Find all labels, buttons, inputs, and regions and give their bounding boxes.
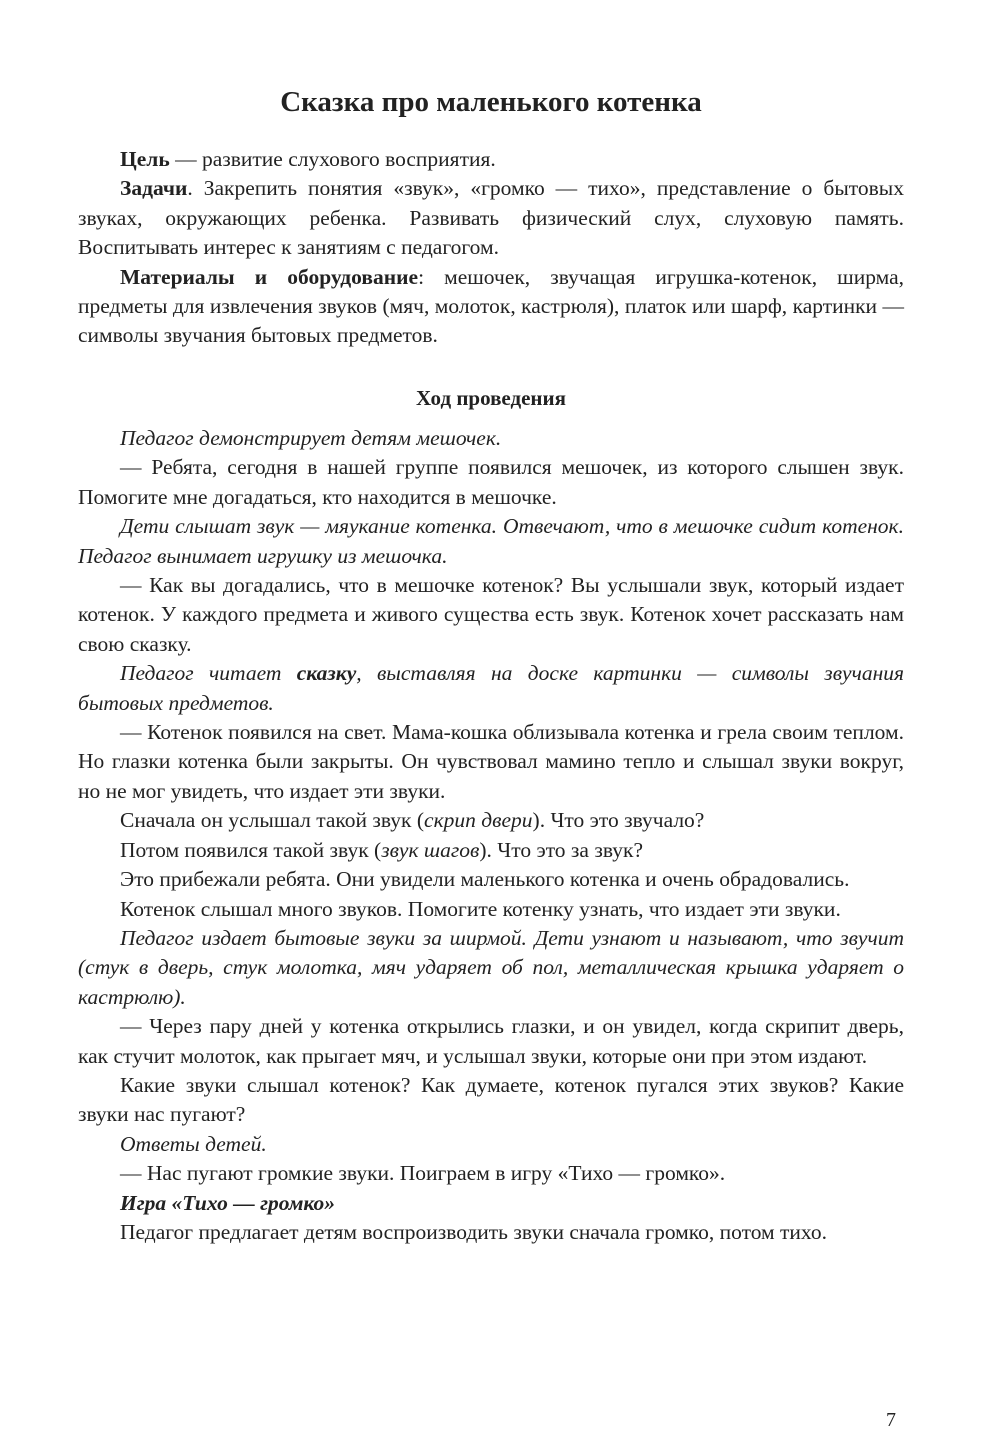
tasks-text: . Закрепить понятия «звук», «громко — тихо», представление о бытовых звуках, окружающих ребенка. Развивать физический слух, слуховую память. Воспитывать интерес к занятиям с педагогом. — [78, 176, 904, 260]
paragraph-5 — [78, 659, 904, 718]
paragraph-3: Дети слышат звук — мяукание котенка. Отвечают, что в мешочке сидит котенок. Педагог вынимает игрушку из мешочка. — [78, 514, 904, 568]
goal-text: — развитие слухового восприятия. — [169, 147, 496, 171]
goal-label: Цель — [120, 147, 170, 171]
materials-paragraph — [78, 263, 904, 351]
paragraph-7-part-c: ). Что это звучало? — [532, 808, 705, 833]
paragraph-8-part-a: Потом появился такой звук ( — [120, 837, 382, 862]
paragraph-11: Педагог издает бытовые звуки за ширмой. Дети узнают и называют, что звучит (стук в дверь, стук молотка, мяч ударяет об пол, металлическая крышка ударяет о кастрюлю). — [78, 925, 904, 1009]
paragraph-7 — [78, 806, 904, 835]
tasks-paragraph — [78, 174, 904, 262]
paragraph-4: — Как вы догадались, что в мешочке котенок? Вы услышали звук, который издает котенок. У каждого предмета и живого существа есть звук. Котенок хочет рассказать нам свою сказку. — [78, 573, 904, 656]
paragraph-12: — Через пару дней у котенка открылись глазки, и он увидел, когда скрипит дверь, как стучит молоток, как прыгает мяч, и услышал звуки, которые они при этом издают. — [78, 1014, 904, 1068]
paragraph-2: — Ребята, сегодня в нашей группе появился мешочек, из которого слышен звук. Помогите мне догадаться, кто находится в мешочке. — [78, 455, 904, 509]
paragraph-6: — Котенок появился на свет. Мама-кошка облизывала котенка и грела своим теплом. Но глазки котенка были закрыты. Он чувствовал мамино тепло и слышал звуки вокруг, но не мог увидеть, что издает эти звуки. — [78, 720, 904, 803]
paragraph-10: Котенок слышал много звуков. Помогите котенку узнать, что издает эти звуки. — [120, 896, 841, 921]
materials-label: Материалы и оборудование — [120, 264, 419, 289]
paragraph-8-part-c: ). Что это за звук? — [479, 837, 643, 862]
paragraph-8 — [78, 836, 904, 865]
paragraph-15: — Нас пугают громкие звуки. Поиграем в игру «Тихо — громко». — [120, 1161, 726, 1186]
paragraph-5-part-a: Педагог читает — [120, 661, 297, 686]
paragraph-5-part-c: , выставляя на доске картинки — символы звучания бытовых предметов. — [78, 661, 904, 715]
page-number: 7 — [886, 1409, 896, 1431]
paragraph-8-italic: звук шагов — [381, 837, 480, 862]
section-title: Ход проведения — [416, 386, 566, 410]
game-heading: Игра «Тихо — громко» — [120, 1190, 335, 1215]
paragraph-13: Какие звуки слышал котенок? Как думаете, котенок пугался этих звуков? Какие звуки нас пугают? — [78, 1072, 904, 1127]
paragraph-9: Это прибежали ребята. Они увидели маленького котенка и очень обрадовались. — [120, 867, 850, 892]
procedure-block — [78, 424, 904, 1247]
paragraph-14: Ответы детей. — [120, 1131, 267, 1156]
materials-text: : мешочек, звучащая игрушка-котенок, ширма, предметы для извлечения звуков (мяч, молоток, кастрюля), платок или шарф, картинки — символы звучания бытовых предметов. — [78, 264, 904, 348]
tasks-label: Задачи — [120, 176, 188, 201]
intro-block — [78, 145, 904, 351]
page-title: Сказка про маленького котенка — [280, 86, 702, 118]
paragraph-1: Педагог демонстрирует детям мешочек. — [120, 426, 502, 450]
paragraph-7-part-a: Сначала он услышал такой звук ( — [120, 808, 425, 833]
goal-paragraph — [78, 145, 904, 174]
paragraph-17: Педагог предлагает детям воспроизводить звуки сначала громко, потом тихо. — [120, 1219, 827, 1244]
paragraph-5-emphasis: сказку — [296, 661, 357, 686]
paragraph-7-italic: скрип двери — [424, 808, 533, 833]
